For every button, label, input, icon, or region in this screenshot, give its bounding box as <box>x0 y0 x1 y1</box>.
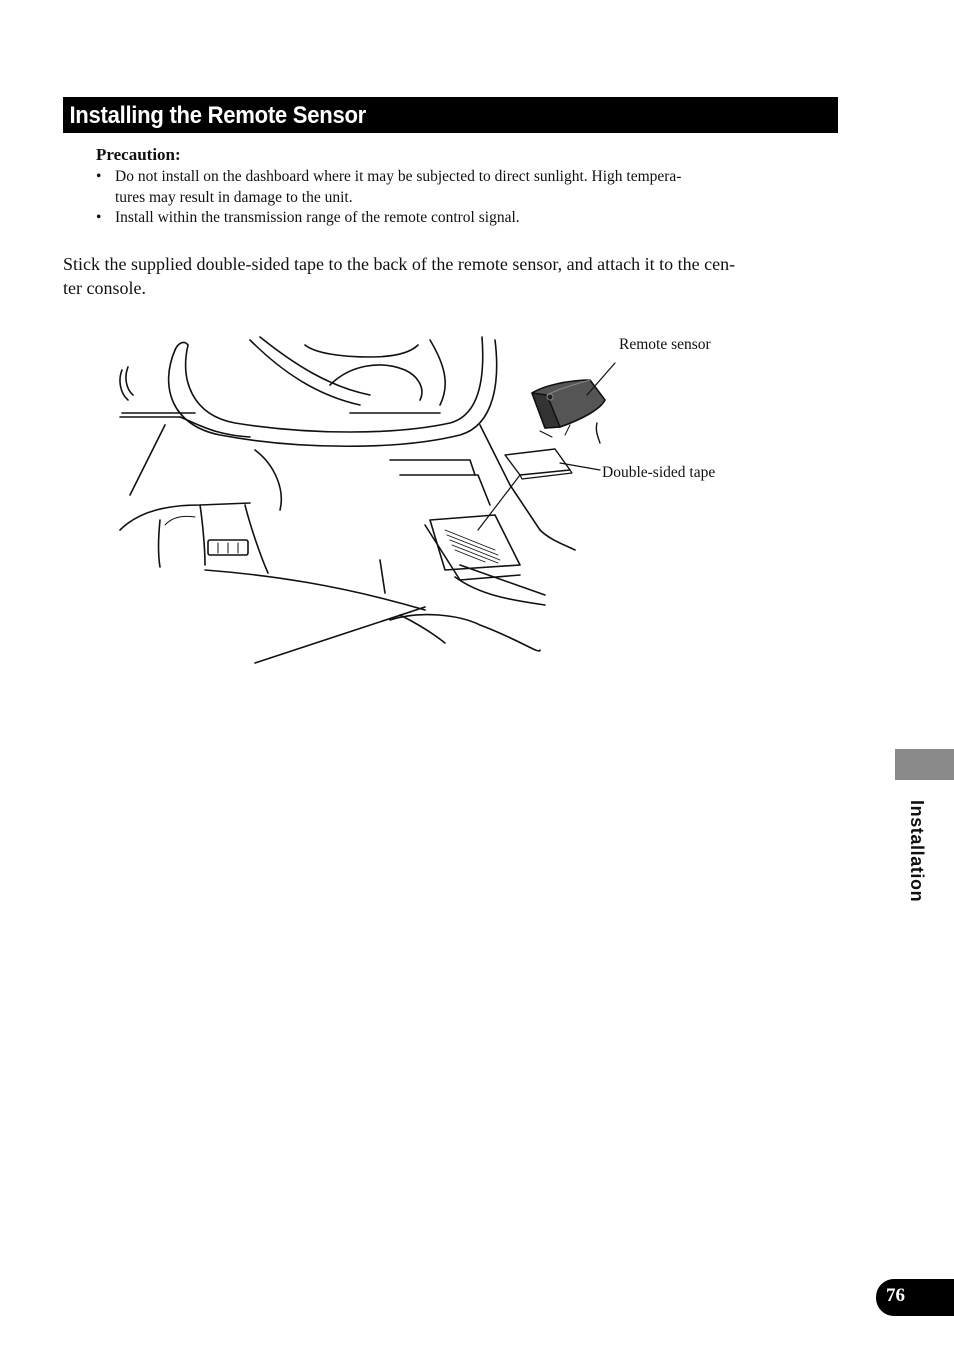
precaution-block <box>96 145 796 229</box>
bullet-marker: • <box>96 209 102 226</box>
section-title: Installing the Remote Sensor <box>69 102 366 129</box>
remote-sensor-label: Remote sensor <box>619 336 711 353</box>
chapter-label: Installation <box>907 800 927 903</box>
bullet-line: Do not install on the dashboard where it may be subjected to direct sunlight. High tempera- <box>115 168 682 185</box>
page-number-badge <box>876 1279 954 1316</box>
page-number: 76 <box>886 1285 905 1306</box>
paragraph-line: ter console. <box>63 278 146 298</box>
instruction-paragraph <box>63 252 841 300</box>
bullet-line: tures may result in damage to the unit. <box>115 188 353 206</box>
side-tab-marker <box>895 749 954 780</box>
bullet-line: Install within the transmission range of the remote control signal. <box>115 209 520 226</box>
list-item <box>96 167 796 208</box>
car-interior-illustration <box>100 325 760 675</box>
precaution-title: Precaution: <box>96 145 181 164</box>
section-header-bar <box>63 97 838 133</box>
installation-figure <box>100 325 760 675</box>
precaution-list <box>96 167 796 229</box>
double-sided-tape-label: Double-sided tape <box>602 464 716 481</box>
list-item <box>96 208 796 229</box>
bullet-marker: • <box>96 168 102 185</box>
paragraph-line: Stick the supplied double-sided tape to the back of the remote sensor, and attach it to the cen- <box>63 254 736 274</box>
